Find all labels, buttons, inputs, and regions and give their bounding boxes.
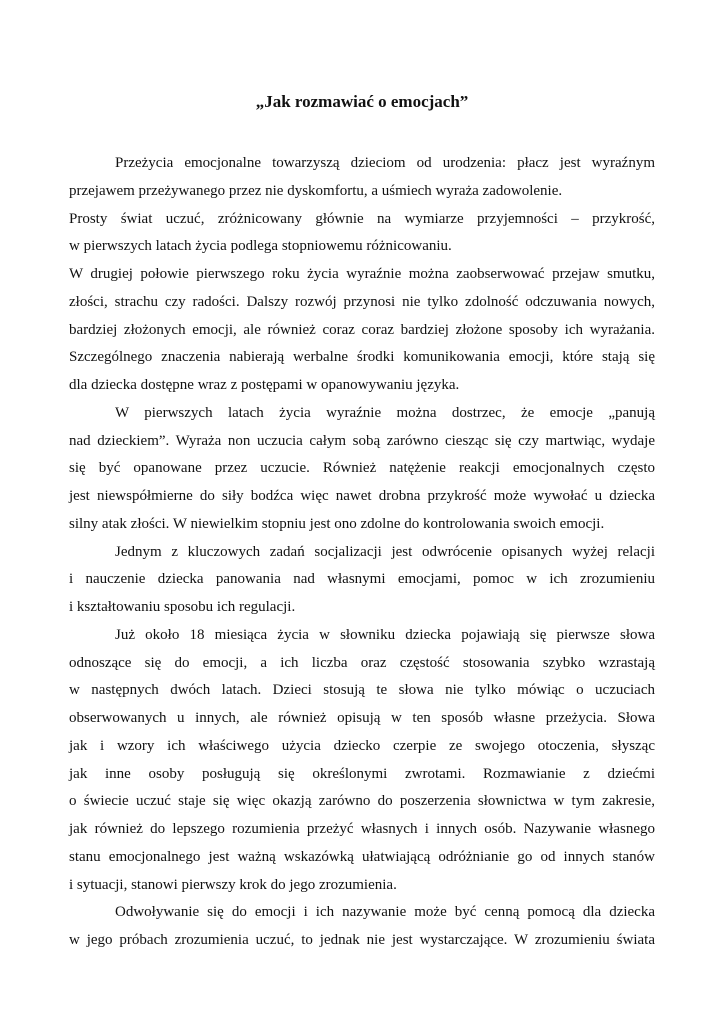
text-line: dla dziecka dostępne wraz z postępami w opanowywaniu języka. bbox=[69, 377, 460, 393]
text-line: i nauczenie dziecka panowania nad własnymi emocjami, pomoc w ich zrozumieniu bbox=[69, 571, 655, 588]
text-line: Jednym z kluczowych zadań socjalizacji jest odwrócenie opisanych wyżej relacji bbox=[115, 543, 655, 560]
text-line: W drugiej połowie pierwszego roku życia wyraźnie można zaobserwować przejaw smutku, bbox=[69, 266, 655, 282]
text-line: w następnych dwóch latach. Dzieci stosują te słowa nie tylko mówiąc o uczuciach bbox=[69, 682, 655, 699]
text-line: jak i wzory ich właściwego użycia dziecko czerpie ze swojego otoczenia, słysząc bbox=[69, 737, 655, 754]
text-line: i kształtowaniu sposobu ich regulacji. bbox=[69, 599, 296, 615]
text-line: i sytuacji, stanowi pierwszy krok do jego zrozumienia. bbox=[69, 876, 397, 893]
text-line: Prosty świat uczuć, zróżnicowany głównie na wymiarze przyjemności – przykrość, bbox=[69, 210, 655, 227]
text-line: jak również do lepszego rozumienia przeżyć własnych i innych osób. Nazywanie własnego bbox=[69, 821, 655, 837]
text-line: Szczególnego znaczenia nabierają werbalne środki komunikowania emocji, które stają się bbox=[69, 349, 655, 366]
text-line: się być opanowane przez uczucie. Również natężenie reakcji emocjonalnych często bbox=[69, 460, 655, 477]
text-line: w jego próbach zrozumienia uczuć, to jednak nie jest wystarczające. W zrozumieniu świata bbox=[69, 932, 655, 948]
text-line: jak inne osoby posługują się określonymi zwrotami. Rozmawianie z dziećmi bbox=[69, 765, 655, 782]
text-line: Przeżycia emocjonalne towarzyszą dzieciom od urodzenia: płacz jest wyraźnym bbox=[115, 155, 655, 171]
text-line: Już około 18 miesiąca życia w słowniku dziecka pojawiają się pierwsze słowa bbox=[115, 626, 655, 643]
text-line: obserwowanych u innych, ale również opisują w ten sposób własne przeżycia. Słowa bbox=[69, 710, 655, 726]
document-title: „Jak rozmawiać o emocjach” bbox=[255, 92, 469, 111]
text-line: W pierwszych latach życia wyraźnie można dostrzec, że emocje „panują bbox=[115, 404, 655, 421]
text-line: stanu emocjonalnego jest ważną wskazówką ułatwiającą odróżnianie go od innych stanów bbox=[69, 848, 655, 865]
text-line: bardziej złożonych emocji, ale również coraz coraz bardziej złożone sposoby ich wyrażania. bbox=[69, 321, 655, 338]
text-line: Odwoływanie się do emocji i ich nazywanie może być cenną pomocą dla dziecka bbox=[115, 904, 655, 921]
document-body bbox=[69, 150, 655, 955]
text-line: złości, strachu czy radości. Dalszy rozwój przynosi nie tylko zdolność odczuwania nowych, bbox=[69, 293, 655, 310]
text-line: w pierwszych latach życia podlega stopniowemu różnicowaniu. bbox=[69, 238, 452, 255]
text-line: o świecie uczuć staje się więc okazją zarówno do poszerzenia słownictwa w tym zakresie, bbox=[69, 793, 655, 810]
text-line: jest niewspółmierne do siły bodźca więc nawet drobna przykrość może wywołać u dziecka bbox=[69, 488, 655, 504]
text-line: silny atak złości. W niewielkim stopniu jest ono zdolne do kontrolowania swoich emocji. bbox=[69, 515, 605, 532]
text-line: przejawem przeżywanego przez nie dyskomfortu, a uśmiech wyraża zadowolenie. bbox=[69, 182, 563, 199]
text-line: nad dzieckiem”. Wyraża non uczucia całym sobą zarówno ciesząc się czy martwiąc, wydaje bbox=[69, 432, 655, 449]
text-line: odnoszące się do emocji, a ich liczba oraz częstość stosowania szybko wzrastają bbox=[69, 654, 655, 671]
